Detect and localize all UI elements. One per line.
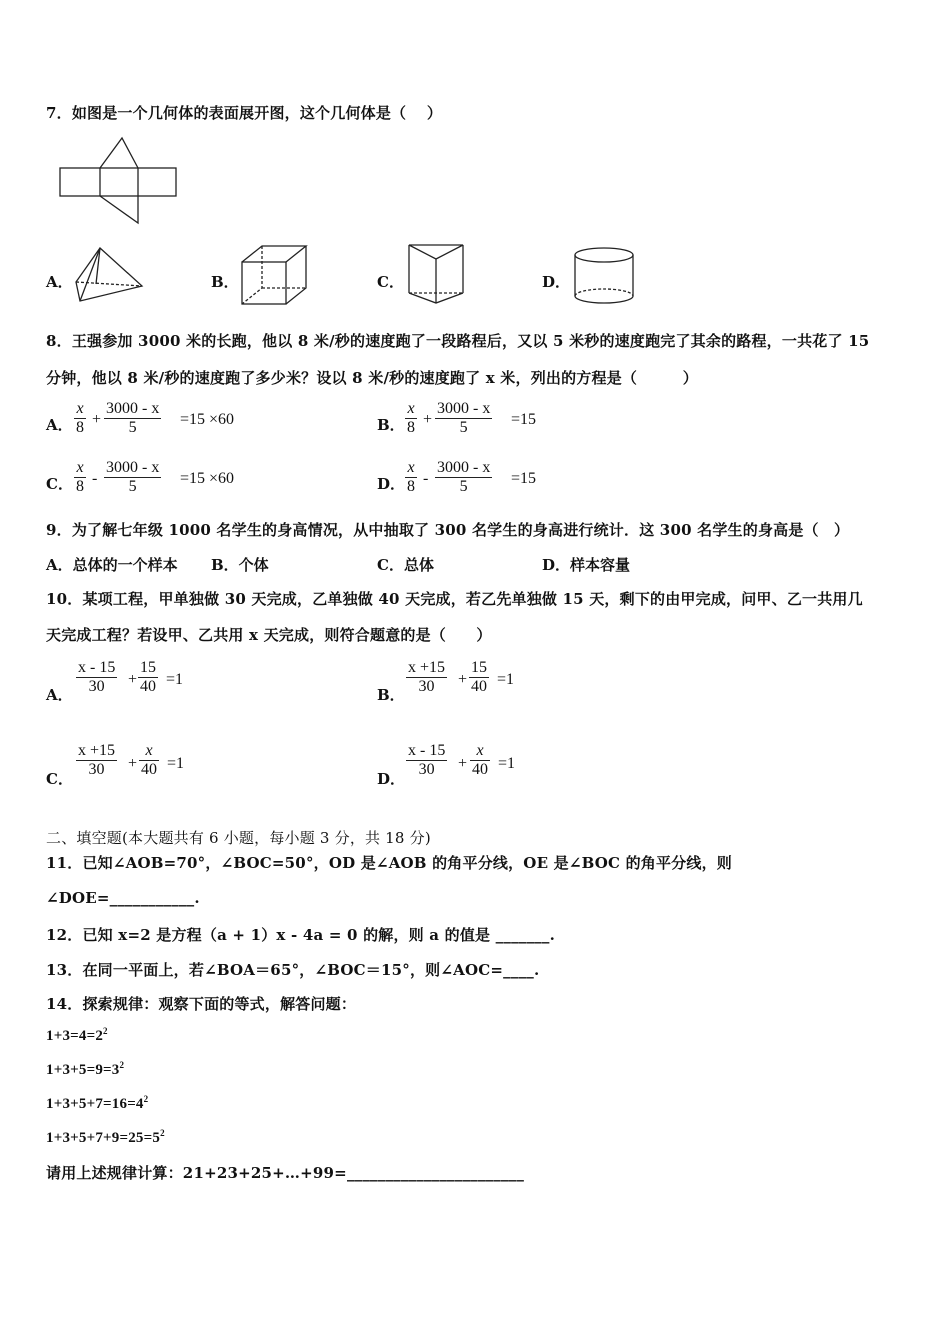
q9-option-a[interactable]: A．总体的一个样本: [46, 556, 178, 574]
section2-title: 二、填空题(本大题共有 6 小题，每小题 3 分，共 18 分): [46, 829, 431, 847]
q8-b-frac1: $\frac{x}{8}$: [407, 400, 415, 436]
q8-option-c[interactable]: C．: [46, 475, 73, 493]
q14-ask: 请用上述规律计算：21+23+25+…+99=_______________________: [46, 1164, 525, 1182]
q10-option-b[interactable]: B．: [377, 686, 405, 704]
q10-b-frac1: $\frac{x +15}{30}$: [408, 659, 446, 695]
q8-b-frac2: $\frac{3000 - x}{5}$: [437, 400, 491, 436]
q10-a-op: +: [128, 671, 138, 688]
q8-stem-line2: 分钟，他以 8 米/秒的速度跑了多少米？设以 8 米/秒的速度跑了 x 米，列出的方程是（ ）: [46, 369, 698, 387]
q9-option-c[interactable]: C．总体: [377, 556, 434, 574]
q8-d-rhs: =15: [511, 470, 537, 487]
q10-c-op: +: [128, 755, 138, 772]
q8-d-op: -: [423, 470, 429, 487]
triangular-prism-icon: [406, 243, 466, 305]
q14-equation-4: $1+3+5+7+9=25=5^2$: [46, 1128, 165, 1146]
q10-option-c[interactable]: C．: [46, 770, 73, 788]
q10-b-rhs: =1: [497, 671, 515, 688]
q10-c-rhs: =1: [167, 755, 185, 772]
q8-a-rhs: =15 ×60: [180, 411, 235, 428]
q8-a-frac1: $\frac{x}{8}$: [76, 400, 84, 436]
q8-option-a[interactable]: A．: [46, 416, 73, 434]
q7-option-c[interactable]: C．: [377, 273, 404, 291]
q10-option-d[interactable]: D．: [377, 770, 406, 788]
q10-d-rhs: =1: [498, 755, 516, 772]
q10-b-op: +: [458, 671, 468, 688]
q14-stem: 14．探索规律：观察下面的等式，解答问题：: [46, 995, 357, 1013]
q10-b-frac2: $\frac{15}{40}$: [471, 659, 487, 695]
q8-a-op: +: [92, 411, 102, 428]
q8-c-frac1: $\frac{x}{8}$: [76, 459, 84, 495]
q8-d-frac2: $\frac{3000 - x}{5}$: [437, 459, 491, 495]
q8-option-d[interactable]: D．: [377, 475, 406, 493]
cylinder-icon: [572, 246, 636, 306]
tetrahedron-icon: [74, 246, 144, 304]
q10-option-a[interactable]: A．: [46, 686, 73, 704]
q10-d-frac1: $\frac{x - 15}{30}$: [408, 742, 446, 778]
q8-c-frac2: $\frac{3000 - x}{5}$: [106, 459, 160, 495]
q8-d-frac1: $\frac{x}{8}$: [407, 459, 415, 495]
q10-stem-line2: 天完成工程？若设甲、乙共用 x 天完成，则符合题意的是（ ）: [46, 626, 492, 644]
q8-option-b[interactable]: B．: [377, 416, 405, 434]
q9-stem: 9．为了解七年级 1000 名学生的身高情况，从中抽取了 300 名学生的身高进行统计．这 300 名学生的身高是（ ）: [46, 521, 850, 539]
q8-c-op: -: [92, 470, 98, 487]
q7-option-a[interactable]: A．: [46, 273, 73, 291]
q10-c-frac1: $\frac{x +15}{30}$: [78, 742, 116, 778]
q11-line1: 11．已知∠AOB=70°，∠BOC=50°，OD 是∠AOB 的角平分线，OE 是∠BOC 的角平分线，则: [46, 854, 732, 872]
q9-option-d[interactable]: D．样本容量: [542, 556, 631, 574]
q10-a-frac1: $\frac{x - 15}{30}$: [78, 659, 116, 695]
q10-c-frac2: $\frac{x}{40}$: [141, 742, 157, 778]
q8-c-rhs: =15 ×60: [180, 470, 235, 487]
cube-icon: [240, 244, 310, 306]
q9-option-b[interactable]: B．个体: [211, 556, 269, 574]
q7-option-d[interactable]: D．: [542, 273, 571, 291]
q10-stem-line1: 10．某项工程，甲单独做 30 天完成，乙单独做 40 天完成，若乙先单独做 15 天，剩下的由甲完成，问甲、乙一共用几: [46, 590, 863, 608]
q10-a-frac2: $\frac{15}{40}$: [140, 659, 156, 695]
q12-text: 12．已知 x=2 是方程（a + 1）x - 4a = 0 的解，则 a 的值是 _______.: [46, 926, 555, 944]
q13-text: 13．在同一平面上，若∠BOA＝65°，∠BOC＝15°，则∠AOC=____.: [46, 961, 540, 979]
q7-option-b[interactable]: B．: [211, 273, 239, 291]
q8-stem-line1: 8．王强参加 3000 米的长跑，他以 8 米/秒的速度跑了一段路程后，又以 5 米秒的速度跑完了其余的路程，一共花了 15: [46, 332, 870, 350]
q14-equation-3: $1+3+5+7=16=4^2$: [46, 1094, 149, 1112]
q14-equation-1: $1+3=4=2^2$: [46, 1026, 108, 1044]
q8-b-rhs: =15: [511, 411, 537, 428]
net-diagram: [58, 136, 180, 226]
q10-d-frac2: $\frac{x}{40}$: [472, 742, 488, 778]
q8-b-op: +: [423, 411, 433, 428]
q7-stem: 7．如图是一个几何体的表面展开图，这个几何体是（ ）: [46, 104, 443, 122]
q10-a-rhs: =1: [166, 671, 184, 688]
q11-line2: ∠DOE=___________.: [46, 889, 200, 907]
q8-a-frac2: $\frac{3000 - x}{5}$: [106, 400, 160, 436]
q14-equation-2: $1+3+5=9=3^2$: [46, 1060, 125, 1078]
q10-d-op: +: [458, 755, 468, 772]
